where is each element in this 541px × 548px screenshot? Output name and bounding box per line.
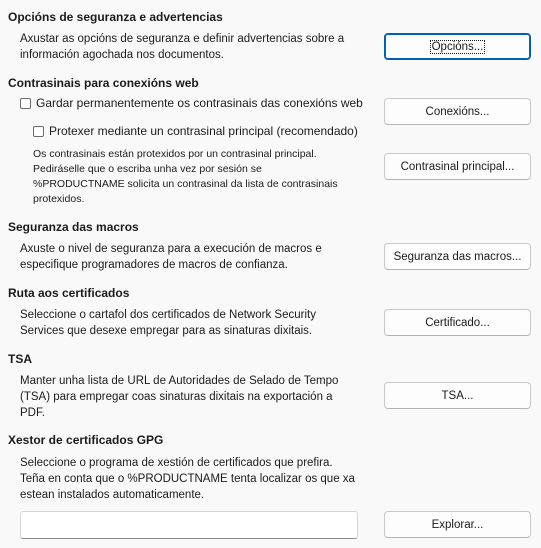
web-passwords-heading: Contrasinais para conexións web [8, 76, 199, 90]
tsa-heading: TSA [8, 352, 32, 366]
macro-security-heading: Seguranza das macros [8, 220, 139, 234]
connections-button[interactable]: Conexións... [384, 98, 531, 125]
tsa-description: Manter unha lista de URL de Autoridades de Selado de Tempo (TSA) para empregar coas sinaturas dixitais na exportación a PDF. [20, 375, 339, 419]
certificate-button[interactable]: Certificado... [384, 309, 531, 336]
master-password-label: Protexer mediante un contrasinal principal (recomendado) [49, 124, 358, 138]
gpg-path-input[interactable] [20, 511, 358, 539]
master-password-checkbox[interactable] [33, 126, 44, 137]
security-options-heading: Opcións de seguranza e advertencias [8, 10, 223, 24]
security-options-button[interactable]: Opcións... [384, 33, 531, 60]
security-options-description: Axustar as opcións de seguranza e definir advertencias sobre a información agochada nos documentos. [20, 33, 345, 61]
persist-passwords-label: Gardar permanentemente os contrasinais das conexións web [36, 96, 363, 110]
master-password-button[interactable]: Contrasinal principal... [384, 153, 531, 180]
certificate-path-description: Seleccione o cartafol dos certificados de Network Security Services que desexe empregar para as sinaturas dixitais. [20, 309, 316, 337]
macro-security-description: Axuste o nivel de seguranza para a execución de macros e especifique programadores de macros de confianza. [20, 243, 322, 271]
gpg-manager-description: Seleccione o programa de xestión de certificados que prefira. Teña en conta que o %PRODUCTNAME tenta localizar os que xa estean instalados automaticamente. [20, 457, 355, 501]
master-password-checkbox-row[interactable] [33, 124, 358, 138]
gpg-manager-heading: Xestor de certificados GPG [8, 433, 164, 447]
master-password-note: Os contrasinais están protexidos por un contrasinal principal. Pediráselle que o escriba unha vez por sesión se %PRODUCTNAME solicita un contrasinal da lista de contrasinais protexidos. [33, 148, 338, 205]
tsa-button[interactable]: TSA... [384, 382, 531, 409]
certificate-path-heading: Ruta aos certificados [8, 286, 130, 300]
persist-passwords-checkbox-row[interactable] [20, 96, 363, 110]
macro-security-button[interactable]: Seguranza das macros... [384, 243, 531, 270]
browse-button[interactable]: Explorar... [384, 511, 531, 538]
persist-passwords-checkbox[interactable] [20, 98, 31, 109]
